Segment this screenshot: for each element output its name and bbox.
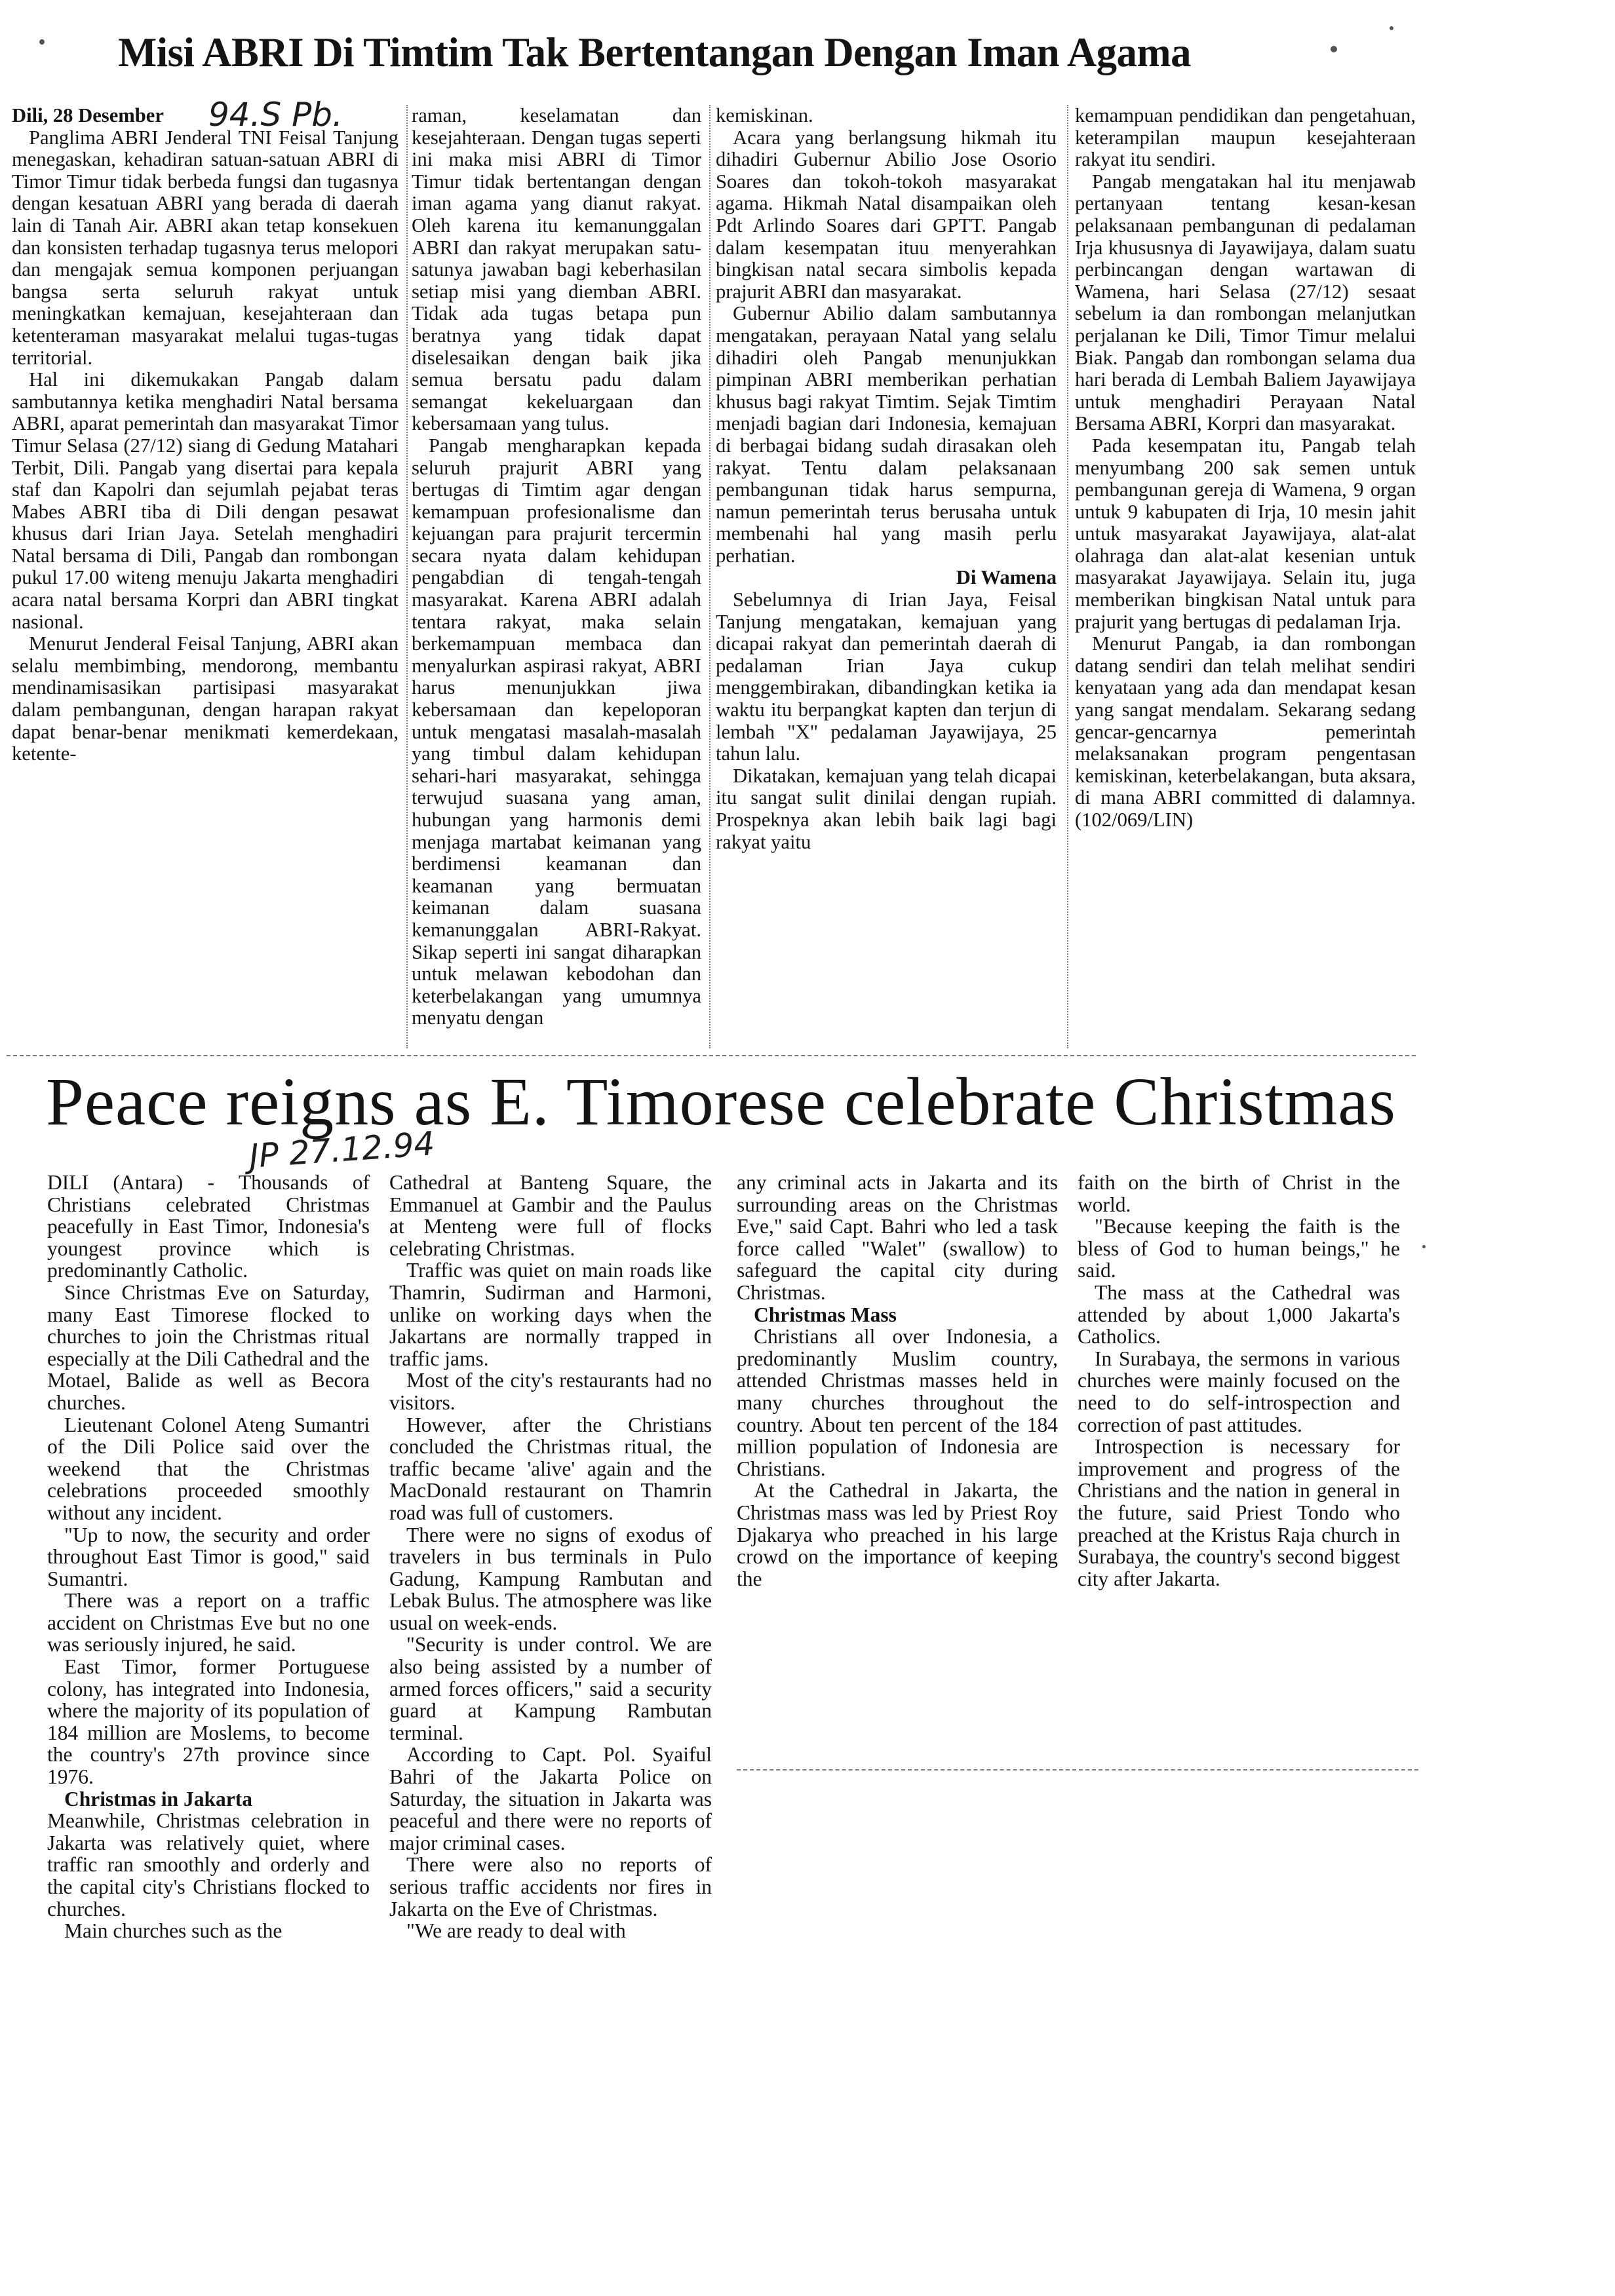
paragraph: In Surabaya, the sermons in various churches were mainly focused on the need to do self-introspection and correction of past attitudes.	[1078, 1347, 1400, 1436]
paragraph: However, after the Christians concluded the Christmas ritual, the traffic became 'alive' again and the MacDonald restaurant on Thamrin road was full of customers.	[389, 1413, 712, 1524]
paragraph: There were also no reports of serious traffic accidents nor fires in Jakarta on the Eve of Christmas.	[389, 1853, 712, 1921]
paragraph: faith on the birth of Christ in the world.	[1078, 1172, 1400, 1216]
paragraph: According to Capt. Pol. Syaiful Bahri of the Jakarta Police on Saturday, the situation in Jakarta was peaceful and there were no reports of major criminal cases.	[389, 1743, 712, 1854]
paragraph: Most of the city's restaurants had no visitors.	[389, 1369, 712, 1414]
paragraph: There was a report on a traffic accident on Christmas Eve but no one was seriously injured, he said.	[47, 1589, 370, 1656]
dateline: Dili, 28 Desember	[12, 105, 164, 126]
scan-speck	[1422, 1245, 1426, 1248]
paragraph: raman, keselamatan dan kesejahteraan. Dengan tugas seperti ini maka misi ABRI di Timor Timur tidak bertentangan dengan iman agama yang dianut rakyat. Oleh karena itu kemanunggalan ABRI dan rakyat merupakan satu-satunya jawaban bagi keberhasilan setiap misi yang diemban ABRI. Tidak ada tugas betapa pun beratnya yang tidak dapat diselesaikan dengan baik jika semua bersatu padu dalam semangat kekeluargaan dan kebersamaan yang tulus.	[412, 105, 701, 435]
subheading: Christmas Mass	[754, 1303, 897, 1326]
scan-speck	[39, 39, 45, 45]
article-indonesian	[0, 0, 1615, 1048]
paragraph: Lieutenant Colonel Ateng Sumantri of the Dili Police said over the weekend that the Christmas celebrations proceeded smoothly without any incident.	[47, 1413, 370, 1524]
paragraph: Christians all over Indonesia, a predominantly Muslim country, attended Christmas masses held in many churches throughout the country. About ten percent of the 184 million population of Indonesia are Christians.	[737, 1325, 1058, 1480]
paragraph: Pangab mengatakan hal itu menjawab pertanyaan tentang kesan-kesan pelaksanaan pembangunan di pedalaman Irja khususnya di Jayawijaya, dalam suatu perbincangan dengan wartawan di Wamena, hari Selasa (27/12) sesaat sebelum ia dan rombongan melanjutkan perjalanan ke Dili, Timor Timur melalui Biak. Pangab dan rombongan selama dua hari berada di Lembah Baliem Jayawijaya untuk menghadiri Perayaan Natal Bersama ABRI, Korpri dan masyarakat.	[1075, 170, 1416, 435]
paragraph: At the Cathedral in Jakarta, the Christmas mass was led by Priest Roy Djakarya who preached in his large crowd on the importance of keeping the	[737, 1479, 1058, 1590]
paragraph: Gubernur Abilio dalam sambutannya mengatakan, perayaan Natal yang selalu dihadiri oleh Pangab menunjukkan pimpinan ABRI memberikan perhatian khusus bagi rakyat Timtim. Sejak Timtim menjadi bagian dari Indonesia, kemajuan di berbagai bidang sudah dirasakan oleh rakyat. Tentu dalam pelaksanaan pembangunan tidak harus sempurna, namun pemerintah terus berusaha untuk membenahi hal yang masih perlu perhatian.	[716, 302, 1057, 567]
paragraph: Menurut Pangab, ia dan rombongan datang sendiri dan telah melihat sendiri kenyataan yang ada dan mendapat kesan yang sangat mendalam. Sekarang sedang gencar-gencarnya pemerintah melaksanakan program pengentasan kemiskinan, keterbelakangan, buta aksara, di mana ABRI committed di dalamnya.(102/069/LIN)	[1075, 632, 1416, 831]
subheading: Christmas in Jakarta	[64, 1787, 253, 1810]
paragraph: The mass at the Cathedral was attended by about 1,000 Jakarta's Catholics.	[1078, 1280, 1400, 1349]
column-rule	[1067, 105, 1068, 1048]
paragraph: Main churches such as the	[64, 1919, 282, 1943]
article1-column-2	[412, 105, 701, 1055]
paragraph: any criminal acts in Jakarta and its surrounding areas on the Christmas Eve," said Capt. Bahri who led a task force called "Walet" (swallow) to safeguard the capital city during Christmas.	[737, 1172, 1058, 1304]
article-end-rule	[737, 1769, 1418, 1770]
column-rule	[709, 105, 710, 1048]
paragraph: Since Christmas Eve on Saturday, many East Timorese flocked to churches to join the Christmas ritual especially at the Dili Cathedral and the Motael, Balide as well as Becora churches.	[47, 1280, 370, 1414]
paragraph: There were no signs of exodus of travelers in bus terminals in Pulo Gadung, Kampung Rambutan and Lebak Bulus. The atmosphere was like usual on week-ends.	[389, 1523, 712, 1634]
paragraph: Traffic was quiet on main roads like Thamrin, Sudirman and Harmoni, unlike on working days when the Jakartans are normally trapped in traffic jams.	[389, 1259, 712, 1370]
article1-headline: Misi ABRI Di Timtim Tak Bertentangan Dengan Iman Agama	[118, 29, 1192, 75]
article1-column-1	[12, 105, 399, 1055]
scan-speck	[1331, 46, 1337, 52]
paragraph: "Security is under control. We are also being assisted by a number of armed forces officers," said a security guard at Kampung Rambutan terminal.	[389, 1633, 712, 1744]
paragraph: Pangab mengharapkan kepada seluruh prajurit ABRI yang bertugas di Timtim agar dengan kemampuan profesionalisme dan kejuangan para prajurit tercermin secara nyata dalam kehidupan pengabdian di tengah-tengah masyarakat. Karena ABRI adalah tentara rakyat, maka selain berkemampuan membaca dan menyalurkan aspirasi rakyat, ABRI harus menunjukkan jiwa kebersamaan dan kepeloporan untuk mengatasi masalah-masalah yang timbul dalam kehidupan sehari-hari masyarakat, sehingga terwujud suasana yang aman, hubungan yang harmonis demi menjaga martabat keimanan yang berdimensi keamanan dan keamanan yang bermuatan keimanan dalam suasana kemanunggalan ABRI-Rakyat. Sikap seperti ini sangat diharapkan untuk melawan kebodohan dan keterbelakangan yang umumnya menyatu dengan	[412, 434, 701, 1029]
paragraph: Pada kesempatan itu, Pangab telah menyumbang 200 sak semen untuk pembangunan gereja di Wamena, 9 organ untuk 9 kabupaten di Irja, 10 mesin jahit untuk masyarakat Jayawijaya, alat-alat olahraga dan alat-alat kesenian untuk masyarakat Jayawijaya. Selain itu, juga memberikan bingkisan Natal untuk para prajurit yang bertugas di pedalaman Irja.	[1075, 434, 1416, 633]
subheading: Di Wamena	[956, 566, 1057, 589]
article1-column-3	[716, 105, 1057, 1055]
paragraph: East Timor, former Portuguese colony, has integrated into Indonesia, where the majority of its population of 184 million are Moslems, to become the country's 27th province since 1976.	[47, 1655, 370, 1789]
paragraph: Cathedral at Banteng Square, the Emmanuel at Gambir and the Paulus at Menteng were full of flocks celebrating Christmas.	[389, 1172, 712, 1260]
article1-handnote: 94.S Pb.	[208, 96, 343, 134]
article-english	[0, 1062, 1615, 2296]
paragraph: kemiskinan.	[716, 105, 813, 126]
paragraph: kemampuan pendidikan dan pengetahuan, keterampilan maupun kesejahteraan rakyat itu sendiri.	[1075, 105, 1416, 171]
article2-column-2	[389, 1172, 712, 2253]
paragraph: Acara yang berlangsung hikmah itu dihadiri Gubernur Abilio Jose Osorio Soares dan tokoh-tokoh masyarakat agama. Hikmah Natal disampaikan oleh Pdt Arlindo Soares dari GPTT. Pangab dalam kesempatan ituu menyerahkan bingkisan natal secara simbolis kepada prajurit ABRI dan masyarakat.	[716, 126, 1057, 303]
paragraph: Menurut Jenderal Feisal Tanjung, ABRI akan selalu membimbing, mendorong, membantu mendinamisasikan partisipasi masyarakat dalam pembangunan, dengan harapan rakyat dapat benar-benar menikmati kemerdekaan, ketente-	[12, 632, 399, 765]
paragraph: Hal ini dikemukakan Pangab dalam sambutannya ketika menghadiri Natal bersama ABRI, aparat pemerintah dan masyarakat Timor Timur Selasa (27/12) siang di Gedung Matahari Terbit, Dili. Pangab yang disertai para kepala staf dan Kapolri dan sejumlah pejabat teras Mabes ABRI tiba di Dili dengan pesawat khusus dari Irian Jaya. Setelah menghadiri Natal bersama di Dili, Pangab dan rombongan pukul 17.00 witeng menuju Jakarta menghadiri acara natal bersama Korpri dan ABRI tingkat nasional.	[12, 368, 399, 633]
paragraph: Introspection is necessary for improvement and progress of the Christians and the nation in general in the future, said Priest Tondo who preached at the Kristus Raja church in Surabaya, the country's second biggest city after Jakarta.	[1078, 1435, 1400, 1590]
article1-column-4	[1075, 105, 1416, 1055]
article2-column-3	[737, 1172, 1058, 1827]
paragraph: DILI (Antara) - Thousands of Christians celebrated Christmas peacefully in East Timor, Indonesia's youngest province which is predominantly Catholic.	[47, 1172, 370, 1282]
scan-speck	[1390, 26, 1393, 30]
article2-column-4	[1078, 1172, 1400, 1827]
article2-handnote: JP 27.12.94	[248, 1124, 437, 1176]
paragraph: Meanwhile, Christmas celebration in Jakarta was relatively quiet, where traffic ran smoothly and orderly and the capital city's Christians flocked to churches.	[47, 1809, 370, 1921]
paragraph: Dikatakan, kemajuan yang telah dicapai itu sangat sulit dinilai dengan rupiah. Prospeknya akan lebih baik lagi bagi rakyat yaitu	[716, 764, 1057, 853]
paragraph: "Because keeping the faith is the bless of God to human beings," he said.	[1078, 1215, 1400, 1282]
paragraph: "Up to now, the security and order throughout East Timor is good," said Sumantri.	[47, 1523, 370, 1590]
article2-column-1	[47, 1172, 370, 2253]
paragraph: Panglima ABRI Jenderal TNI Feisal Tanjung menegaskan, kehadiran satuan-satuan ABRI di Timor Timur tidak berbeda fungsi dan tugasnya dengan kesatuan ABRI yang berada di daerah lain di Tanah Air. ABRI akan tetap konsekuen dan konsisten terhadap tugasnya terus melopori dan mengajak semua komponen perjuangan bangsa serta seluruh rakyat untuk meningkatkan kemajuan, kesejahteraan dan ketenteraman masyarakat melalui tugas-tugas territorial.	[12, 126, 399, 369]
paragraph: Sebelumnya di Irian Jaya, Feisal Tanjung mengatakan, kemajuan yang dicapai rakyat dan pemerintah daerah di pedalaman Irian Jaya cukup menggembirakan, dibandingkan ketika ia waktu itu berpangkat kapten dan terjun di lembah "X" pedalaman Jayawijaya, 25 tahun lalu.	[716, 588, 1057, 765]
article2-headline: Peace reigns as E. Timorese celebrate Christmas	[46, 1064, 1397, 1139]
article-separator	[7, 1055, 1416, 1056]
column-rule	[406, 105, 408, 1048]
paragraph: "We are ready to deal with	[406, 1919, 626, 1943]
